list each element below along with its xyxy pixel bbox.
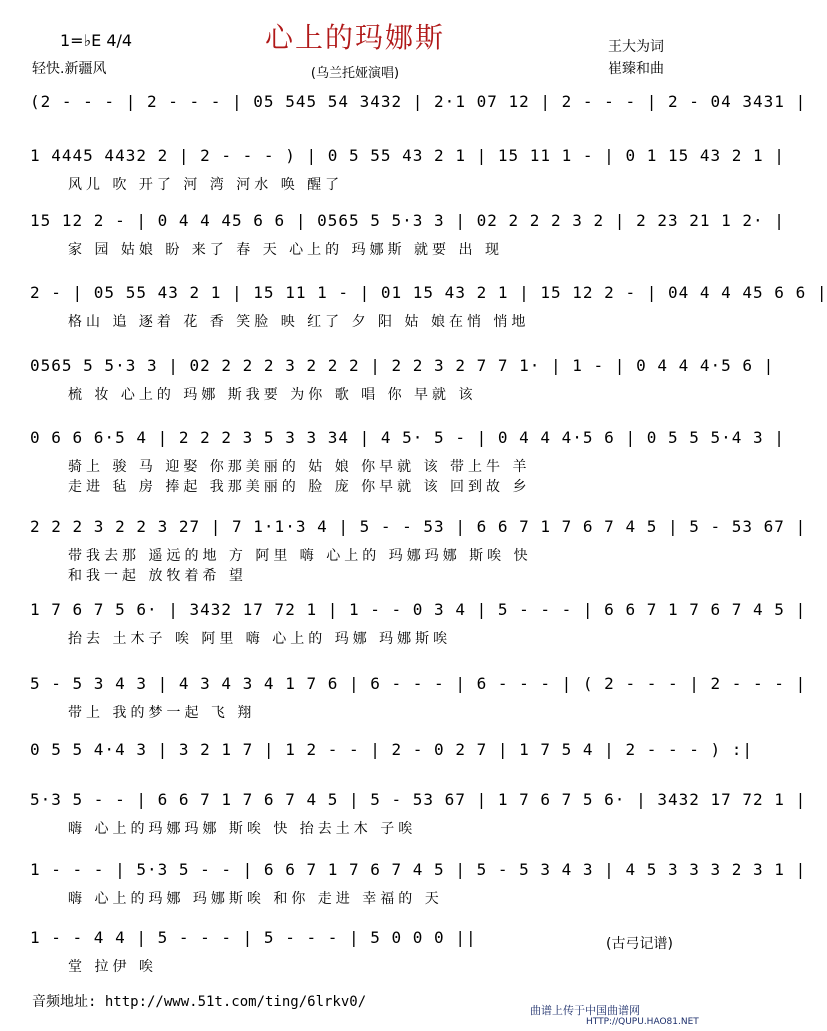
lyricist-credit: 王大为词	[608, 39, 664, 55]
audio-link[interactable]: 音频地址: http://www.51t.com/ting/6lrkv0/	[32, 994, 367, 1010]
score-row	[30, 428, 785, 518]
note-line: 2 2 2 3 2 2 3 27 | 7 1·1·3 4 | 5 - - 53 | 6 6 7 1 7 6 7 4 5 | 5 - 53 67 |	[30, 517, 807, 536]
lyric-line: 家 园 姑娘 盼 来了 春 天 心上的 玛娜斯 就要 出 现	[68, 242, 503, 258]
notation-credit: (古弓记谱)	[606, 936, 673, 952]
lyric-line: 带上 我的梦一起 飞 翔	[68, 705, 256, 721]
note-line: 1 - - - | 5·3 5 - - | 6 6 7 1 7 6 7 4 5 | 5 - 5 3 4 3 | 4 5 3 3 3 2 3 1 |	[30, 860, 807, 879]
note-line: 5 - 5 3 4 3 | 4 3 4 3 4 1 7 6 | 6 - - - | 6 - - - | ( 2 - - - | 2 - - - |	[30, 674, 807, 693]
note-line: 1 7 6 7 5 6· | 3432 17 72 1 | 1 - - 0 3 4 | 5 - - - | 6 6 7 1 7 6 7 4 5 |	[30, 600, 807, 619]
score-row	[30, 517, 807, 607]
song-title: 心上的玛娜斯	[264, 21, 445, 54]
site-watermark: 曲谱上传于中国曲谱网	[530, 1004, 640, 1017]
note-line: (2 - - - | 2 - - - | 05 545 54 3432 | 2·1 07 12 | 2 - - - | 2 - 04 3431 |	[30, 92, 807, 111]
lyric-line: 格山 追 逐着 花 香 笑脸 映 红了 夕 阳 姑 娘在悄 悄地	[68, 314, 530, 330]
site-url-watermark: HTTP://QUPU.HAO81.NET	[586, 1017, 699, 1027]
note-line: 1 4445 4432 2 | 2 - - - ) | 0 5 55 43 2 1 | 15 11 1 - | 0 1 15 43 2 1 |	[30, 146, 785, 165]
note-line: 15 12 2 - | 0 4 4 45 6 6 | 0565 5 5·3 3 | 02 2 2 2 3 2 | 2 23 21 1 2· |	[30, 211, 785, 230]
lyric-line: 嗨 心上的玛娜 玛娜斯唉 和你 走进 幸福的 天	[68, 891, 443, 907]
performer-subtitle: (乌兰托娅演唱)	[310, 66, 400, 81]
lyric-line: 嗨 心上的玛娜玛娜 斯唉 快 抬去土木 子唉	[68, 821, 417, 837]
note-line: 5·3 5 - - | 6 6 7 1 7 6 7 4 5 | 5 - 53 67 | 1 7 6 7 5 6· | 3432 17 72 1 |	[30, 790, 807, 809]
lyric-line: 带我去那 遥远的地 方 阿里 嗨 心上的 玛娜玛娜 斯唉 快	[68, 548, 532, 564]
note-line: 0565 5 5·3 3 | 02 2 2 2 3 2 2 2 | 2 2 3 2 7 7 1· | 1 - | 0 4 4 4·5 6 |	[30, 356, 775, 375]
lyric-line: 走进 毡 房 捧起 我那美丽的 脸 庞 你早就 该 回到故 乡	[68, 479, 531, 495]
note-line: 0 6 6 6·5 4 | 2 2 2 3 5 3 3 34 | 4 5· 5 - | 0 4 4 4·5 6 | 0 5 5 5·4 3 |	[30, 428, 785, 447]
lyric-line: 骑上 骏 马 迎娶 你那美丽的 姑 娘 你早就 该 带上牛 羊	[68, 459, 531, 475]
lyric-line: 梳 妆 心上的 玛娜 斯我要 为你 歌 唱 你 早就 该	[68, 387, 477, 403]
lyric-line: 堂 拉伊 唉	[68, 959, 157, 975]
lyric-line: 风儿 吹 开了 河 湾 河水 唤 醒了	[68, 177, 344, 193]
note-line: 1 - - 4 4 | 5 - - - | 5 - - - | 5 0 0 0 ||	[30, 928, 477, 947]
lyric-line: 和我一起 放牧着希 望	[68, 568, 247, 584]
lyric-line: 抬去 土木子 唉 阿里 嗨 心上的 玛娜 玛娜斯唉	[68, 631, 452, 647]
composer-credit: 崔臻和曲	[608, 61, 664, 77]
tempo-marking: 轻快.新疆风	[32, 61, 107, 77]
key-signature: 1=♭E 4/4	[60, 31, 133, 50]
note-line: 2 - | 05 55 43 2 1 | 15 11 1 - | 01 15 43 2 1 | 15 12 2 - | 04 4 4 45 6 6 |	[30, 283, 827, 302]
note-line: 0 5 5 4·4 3 | 3 2 1 7 | 1 2 - - | 2 - 0 2 7 | 1 7 5 4 | 2 - - - ) :|	[30, 740, 754, 759]
